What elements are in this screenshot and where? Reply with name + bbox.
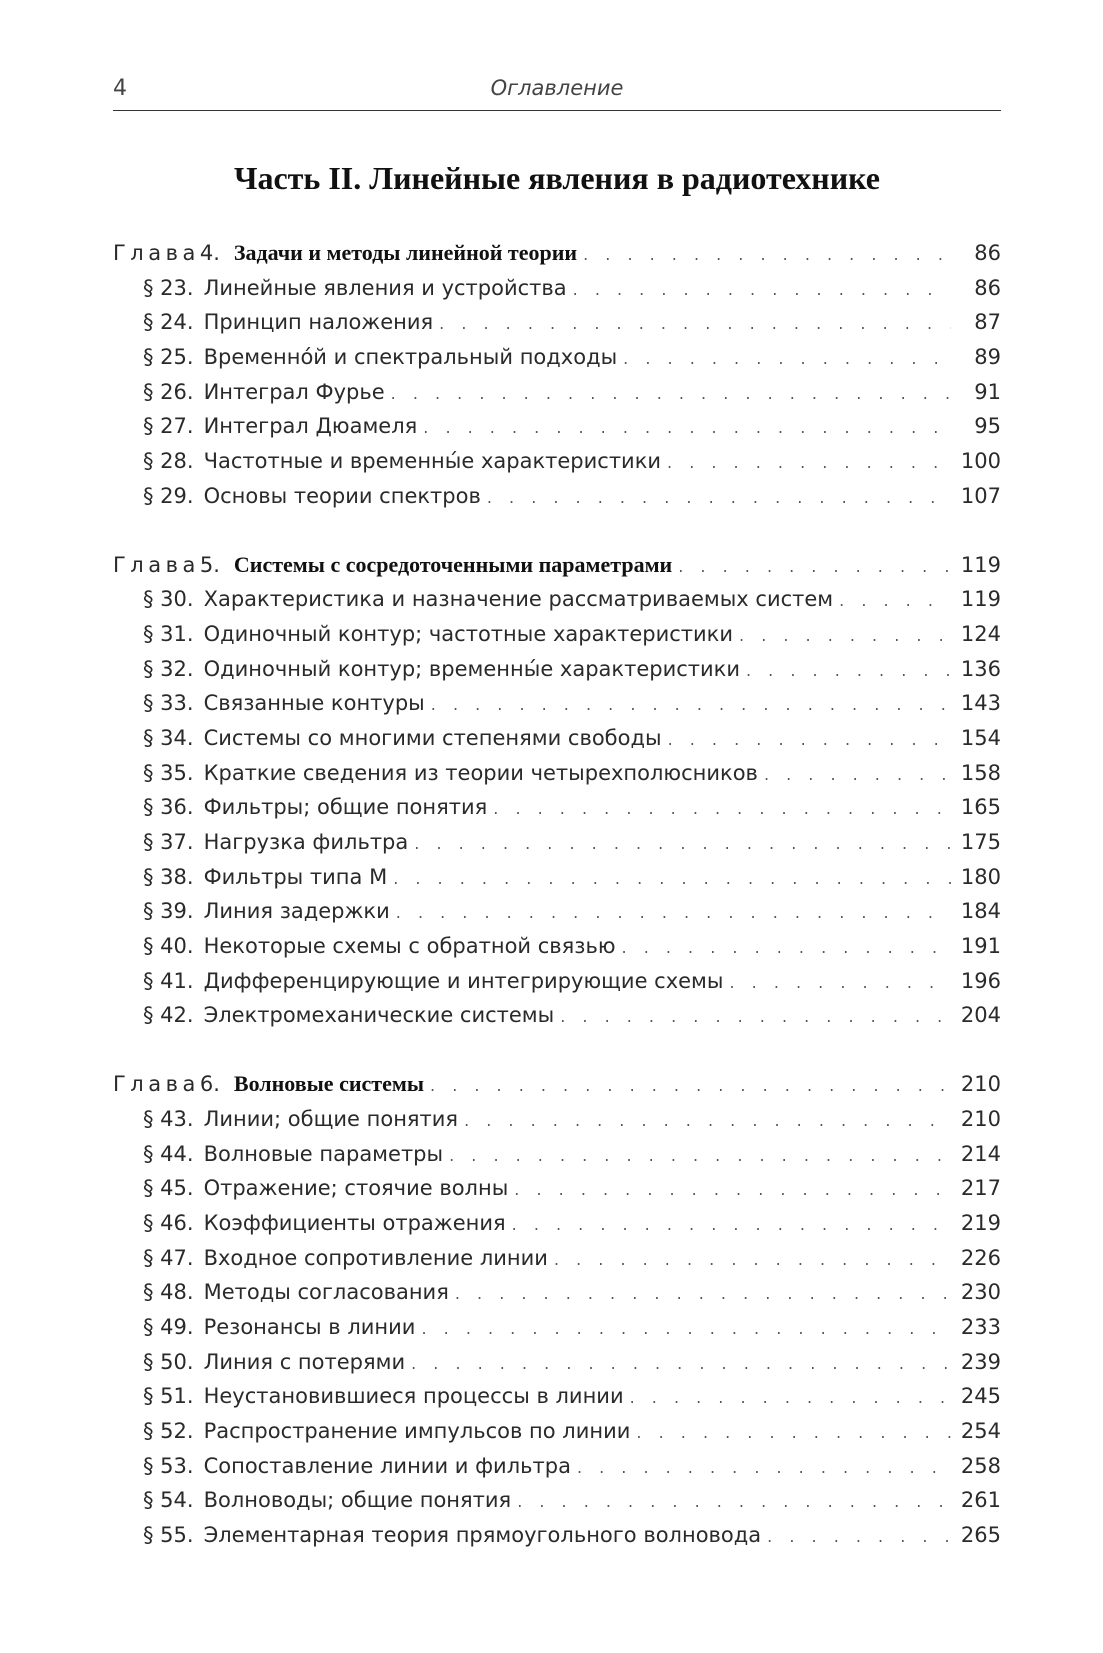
page-ref: 86 (974, 275, 1001, 300)
section-number: § 30. (143, 587, 194, 612)
section-entry[interactable] (113, 721, 1001, 756)
section-entry[interactable] (113, 686, 1001, 721)
page-ref: 107 (960, 483, 1001, 508)
leader-dots (411, 1347, 951, 1382)
section-title: Одиночный контур; временны́е характеристики (203, 656, 740, 681)
section-number: § 49. (143, 1314, 194, 1339)
section-number: § 24. (143, 310, 194, 335)
section-entry[interactable] (113, 1310, 1001, 1345)
section-entry[interactable] (113, 894, 1001, 929)
section-title: Интеграл Дюамеля (203, 414, 418, 439)
section-entry[interactable] (113, 1171, 1001, 1206)
page-ref: 87 (974, 310, 1001, 335)
section-number: § 43. (143, 1106, 194, 1131)
section-entry[interactable] (113, 998, 1001, 1033)
page-ref: 136 (960, 656, 1001, 681)
section-number: § 54. (143, 1488, 194, 1513)
section-title: Характеристика и назначение рассматриваемых систем (203, 587, 834, 612)
page-ref: 254 (960, 1419, 1001, 1443)
leader-dots (678, 550, 951, 585)
chapter-entry[interactable] (113, 548, 1001, 583)
section-number: § 50. (143, 1349, 194, 1374)
section-entry[interactable] (113, 1449, 1001, 1484)
leader-dots (493, 792, 951, 827)
leader-dots (554, 1243, 951, 1278)
section-title: Линии; общие понятия (203, 1106, 459, 1131)
section-number: § 42. (143, 1003, 194, 1028)
section-number: § 34. (143, 725, 194, 750)
section-title: Методы согласования (203, 1280, 449, 1305)
chapter-label: Глава (113, 241, 200, 265)
page-ref: 119 (960, 587, 1001, 612)
section-entry[interactable] (113, 1275, 1001, 1310)
page-number: 4 (113, 76, 127, 101)
section-number: § 44. (143, 1141, 194, 1166)
section-title: Коэффициенты отражения (203, 1210, 506, 1235)
leader-dots (439, 307, 951, 342)
section-entry[interactable] (113, 1206, 1001, 1241)
page-ref: 175 (960, 830, 1001, 854)
leader-dots (560, 1000, 951, 1035)
section-number: § 38. (143, 864, 194, 889)
page-ref: 165 (960, 795, 1001, 820)
section-entry[interactable] (113, 1345, 1001, 1380)
page-ref: 239 (960, 1349, 1001, 1374)
section-entry[interactable] (113, 375, 1001, 410)
section-entry[interactable] (113, 1137, 1001, 1172)
section-title: Входное сопротивление линии (203, 1245, 548, 1270)
section-entry[interactable] (113, 860, 1001, 895)
leader-dots (487, 481, 951, 516)
section-title: Фильтры типа M (203, 864, 388, 889)
section-number: § 37. (143, 830, 194, 854)
leader-dots (431, 688, 951, 723)
page-ref: 143 (960, 691, 1001, 716)
section-number: § 28. (143, 449, 194, 474)
section-title: Одиночный контур; частотные характеристики (203, 621, 734, 646)
leader-dots (767, 1520, 951, 1555)
section-title: Системы со многими степенями свободы (203, 725, 662, 750)
chapter-gap (113, 514, 1001, 548)
section-entry[interactable] (113, 617, 1001, 652)
section-entry[interactable] (113, 1102, 1001, 1137)
section-number: § 31. (143, 621, 194, 646)
section-number: § 52. (143, 1419, 194, 1443)
leader-dots (577, 1451, 951, 1486)
chapter-label: Глава (113, 552, 200, 577)
page-ref: 210 (960, 1072, 1001, 1097)
chapter-title: Волновые системы (233, 1071, 425, 1097)
section-title: Некоторые схемы с обратной связью (203, 934, 616, 959)
leader-dots (667, 446, 951, 481)
page-ref: 233 (960, 1314, 1001, 1339)
chapter-title: Системы с сосредоточенными параметрами (233, 551, 673, 577)
section-title: Временно́й и спектральный подходы (203, 345, 618, 370)
running-header (113, 72, 1001, 111)
section-entry[interactable] (113, 582, 1001, 617)
section-entry[interactable] (113, 409, 1001, 444)
chapter-label: Глава (113, 1072, 200, 1097)
page-ref: 196 (960, 968, 1001, 993)
section-entry[interactable] (113, 1241, 1001, 1276)
page-ref: 210 (960, 1106, 1001, 1131)
section-title: Волноводы; общие понятия (203, 1488, 512, 1513)
leader-dots (764, 758, 951, 793)
page-ref: 258 (960, 1453, 1001, 1478)
leader-dots (583, 238, 951, 273)
page-ref: 261 (960, 1488, 1001, 1513)
section-number: § 32. (143, 656, 194, 681)
leader-dots (739, 619, 951, 654)
section-number: § 48. (143, 1280, 194, 1305)
section-number: § 23. (143, 275, 194, 300)
page-ref: 180 (960, 864, 1001, 889)
leader-dots (729, 966, 951, 1001)
leader-dots (512, 1208, 951, 1243)
page-ref: 158 (960, 760, 1001, 785)
section-title: Краткие сведения из теории четырехполюсников (203, 760, 758, 785)
running-title: Оглавление (490, 76, 624, 100)
section-number: § 29. (143, 483, 194, 508)
page-ref: 191 (960, 934, 1001, 959)
leader-dots (391, 377, 951, 412)
section-title: Элементарная теория прямоугольного волновода (203, 1523, 762, 1548)
page-ref: 214 (960, 1141, 1001, 1166)
page-ref: 154 (960, 725, 1001, 750)
page-ref: 119 (960, 552, 1001, 577)
leader-dots (423, 411, 951, 446)
section-title: Распространение импульсов по линии (203, 1419, 631, 1443)
page-ref: 86 (974, 241, 1001, 265)
leader-dots (839, 584, 951, 619)
chapter-gap (113, 1033, 1001, 1067)
section-entry[interactable] (113, 929, 1001, 964)
section-number: § 45. (143, 1176, 194, 1201)
section-title: Основы теории спектров (203, 483, 481, 508)
section-title: Отражение; стоячие волны (203, 1176, 509, 1201)
leader-dots (421, 1312, 951, 1347)
leader-dots (396, 896, 951, 931)
leader-dots (517, 1485, 951, 1520)
section-number: § 36. (143, 795, 194, 820)
chapter-entry[interactable] (113, 1067, 1001, 1102)
page-ref: 219 (960, 1210, 1001, 1235)
page-ref: 184 (960, 899, 1001, 924)
section-number: § 27. (143, 414, 194, 439)
section-title: Связанные контуры (203, 691, 425, 716)
leader-dots (430, 1069, 951, 1104)
section-entry[interactable] (113, 444, 1001, 479)
section-number: § 47. (143, 1245, 194, 1270)
chapter-title: Задачи и методы линейной теории (233, 240, 578, 265)
section-entry[interactable] (113, 825, 1001, 860)
section-entry[interactable] (113, 652, 1001, 687)
section-number: § 40. (143, 934, 194, 959)
section-number: § 35. (143, 760, 194, 785)
section-title: Линия с потерями (203, 1349, 406, 1374)
section-number: § 53. (143, 1453, 194, 1478)
leader-dots (746, 654, 951, 689)
section-entry[interactable] (113, 271, 1001, 306)
section-title: Принцип наложения (203, 310, 434, 335)
section-title: Фильтры; общие понятия (203, 795, 488, 820)
leader-dots (464, 1104, 951, 1139)
section-entry[interactable] (113, 1379, 1001, 1414)
section-title: Дифференцирующие и интегрирующие схемы (203, 968, 724, 993)
section-number: § 33. (143, 691, 194, 716)
page-ref: 265 (960, 1523, 1001, 1548)
chapter-number: 4. (199, 241, 220, 265)
chapter-entry[interactable] (113, 236, 1001, 271)
section-number: § 25. (143, 345, 194, 370)
section-entry[interactable] (113, 1483, 1001, 1518)
page-ref: 95 (974, 414, 1001, 439)
section-entry[interactable] (113, 1414, 1001, 1449)
section-title: Резонансы в линии (203, 1314, 416, 1339)
section-title: Неустановившиеся процессы в линии (203, 1384, 624, 1409)
section-number: § 46. (143, 1210, 194, 1235)
chapter-number: 6. (199, 1072, 220, 1097)
page-ref: 204 (960, 1003, 1001, 1028)
section-entry[interactable] (113, 1518, 1001, 1553)
section-title: Нагрузка фильтра (203, 830, 409, 854)
section-title: Электромеханические системы (203, 1003, 555, 1028)
page-ref: 91 (974, 379, 1001, 404)
section-number: § 55. (143, 1523, 194, 1548)
section-title: Линейные явления и устройства (203, 275, 567, 300)
leader-dots (393, 862, 951, 897)
section-title: Интеграл Фурье (203, 379, 385, 404)
section-entry[interactable] (113, 964, 1001, 999)
page-ref: 226 (960, 1245, 1001, 1270)
leader-dots (573, 273, 951, 308)
section-entry[interactable] (113, 790, 1001, 825)
section-number: § 51. (143, 1384, 194, 1409)
leader-dots (668, 723, 951, 758)
leader-dots (449, 1139, 951, 1174)
section-entry[interactable] (113, 756, 1001, 791)
chapter-number: 5. (199, 552, 220, 577)
page-ref: 100 (960, 449, 1001, 474)
leader-dots (514, 1173, 951, 1208)
section-entry[interactable] (113, 479, 1001, 514)
page-ref: 245 (960, 1384, 1001, 1409)
leader-dots (636, 1416, 951, 1451)
leader-dots (630, 1381, 951, 1416)
section-title: Линия задержки (203, 899, 390, 924)
leader-dots (455, 1277, 951, 1312)
section-entry[interactable] (113, 340, 1001, 375)
page-ref: 89 (974, 345, 1001, 370)
leader-dots (622, 931, 951, 966)
section-title: Частотные и временны́е характеристики (203, 449, 662, 474)
section-number: § 41. (143, 968, 194, 993)
leader-dots (623, 342, 951, 377)
section-title: Волновые параметры (203, 1141, 444, 1166)
section-title: Сопоставление линии и фильтра (203, 1453, 571, 1478)
table-of-contents (113, 236, 1001, 1553)
page-ref: 230 (960, 1280, 1001, 1305)
part-title: Часть II. Линейные явления в радиотехнике (233, 160, 880, 196)
section-entry[interactable] (113, 305, 1001, 340)
page-ref: 124 (960, 621, 1001, 646)
leader-dots (414, 827, 951, 862)
section-number: § 26. (143, 379, 194, 404)
page-ref: 217 (960, 1176, 1001, 1201)
section-number: § 39. (143, 899, 194, 924)
